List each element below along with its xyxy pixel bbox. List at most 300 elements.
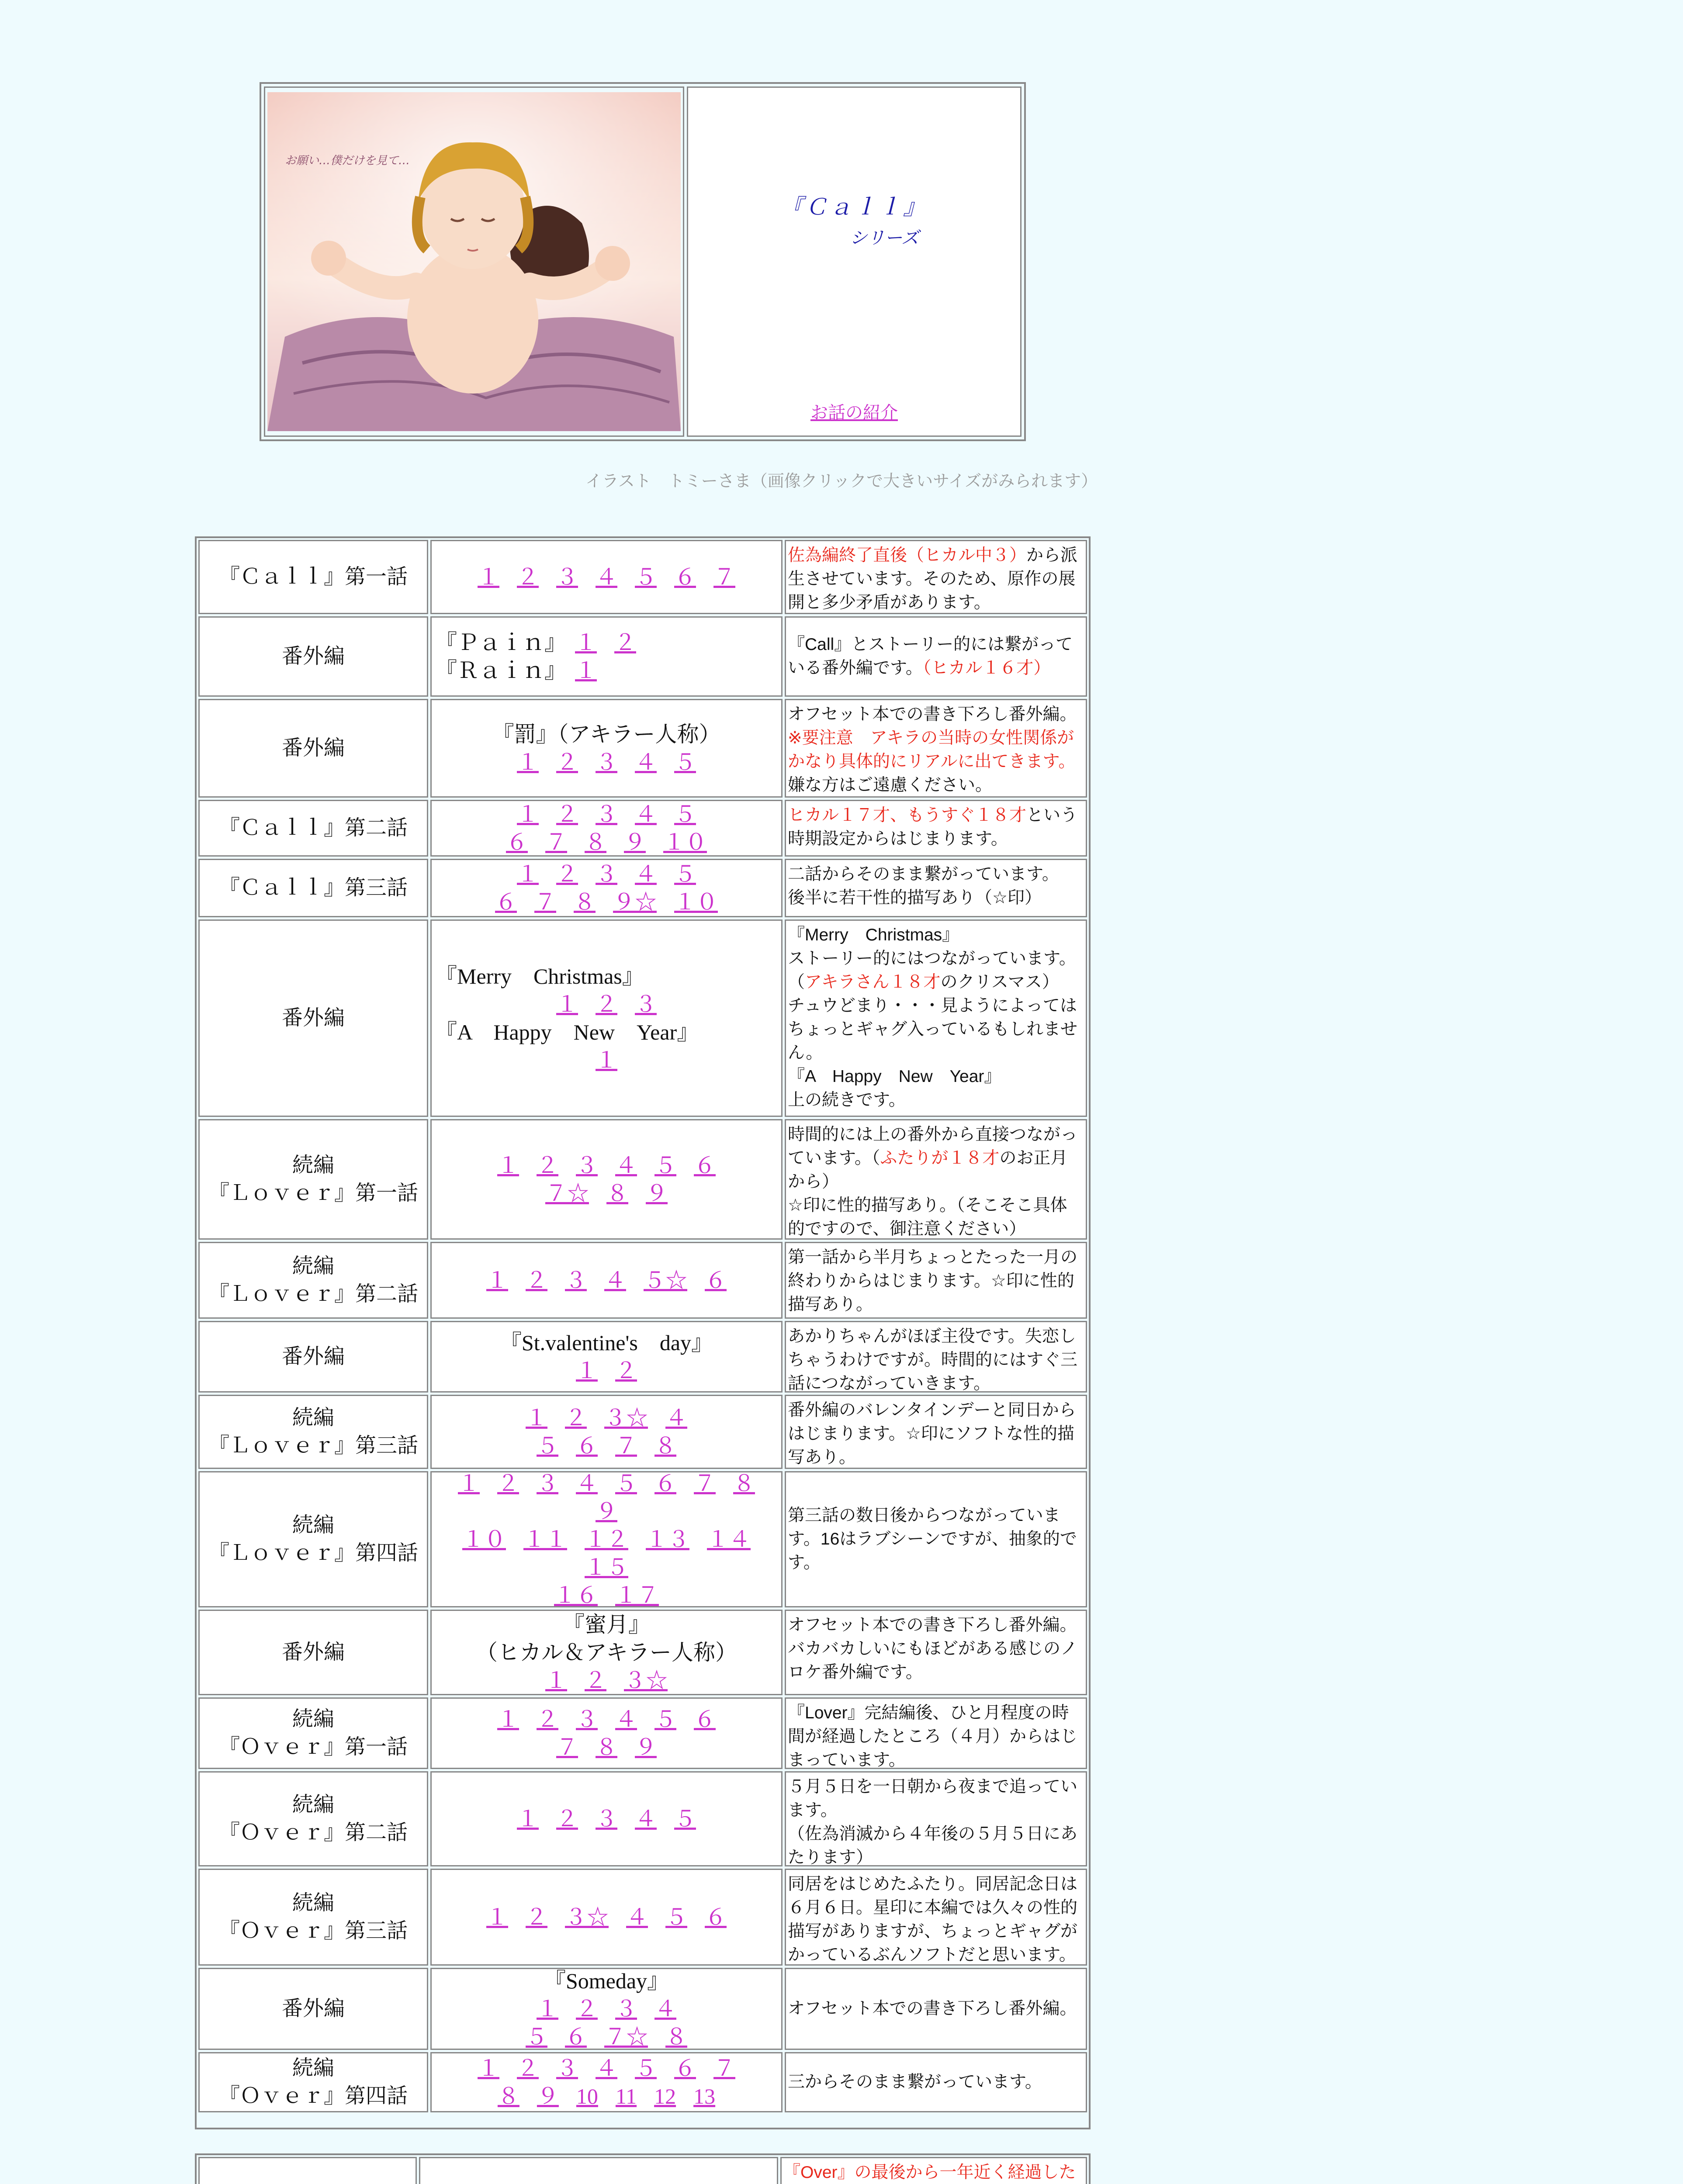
episode-link[interactable]: ４ <box>615 1153 637 1178</box>
episode-title-cell <box>198 1610 428 1695</box>
episode-title-cell <box>198 1771 428 1866</box>
description-line <box>788 726 1084 774</box>
episode-title: 『Ｌｏｖｅｒ』第二話 <box>208 1282 418 1306</box>
episode-link-line <box>545 1581 668 1607</box>
episode-link-line <box>435 1525 778 1581</box>
episode-links-cell <box>430 616 783 697</box>
episode-title-cell <box>198 616 428 697</box>
episode-link[interactable]: １ <box>497 1153 519 1178</box>
episode-title: 『Ｏｖｅｒ』第三話 <box>218 1919 408 1942</box>
episode-table-2 <box>195 2153 1091 2184</box>
episode-links-cell <box>430 1697 783 1769</box>
episode-link[interactable]: ７ <box>713 565 735 589</box>
episode-link[interactable]: ２ <box>526 1905 547 1929</box>
episode-link[interactable]: ４ <box>635 1807 657 1831</box>
episode-title-cell <box>198 1242 428 1319</box>
episode-row <box>198 1471 1087 1607</box>
episode-description-cell <box>785 800 1087 857</box>
episode-description-cell <box>785 1321 1087 1393</box>
episode-link-line <box>489 2082 724 2110</box>
episode-link[interactable]: １６ <box>554 1583 598 1607</box>
episode-link-line <box>567 1357 646 1385</box>
episode-link[interactable]: ４ <box>596 565 617 589</box>
episode-title: 『Ｌｏｖｅｒ』第四話 <box>208 1541 418 1565</box>
episode-title: 番外編 <box>281 1345 345 1368</box>
episode-title: 続編 <box>292 1406 334 1429</box>
episode-link[interactable]: ５ <box>674 1807 696 1831</box>
episode-title-cell <box>198 859 428 917</box>
episode-row <box>198 1869 1087 1966</box>
episode-link[interactable]: ４ <box>635 862 657 886</box>
episode-link[interactable]: ５ <box>635 2056 657 2080</box>
episode-link[interactable]: ５ <box>674 802 696 826</box>
episode-link[interactable]: ４ <box>596 2056 617 2080</box>
episode-link[interactable]: ７ <box>713 2056 735 2080</box>
description-line <box>788 1399 1084 1469</box>
episode-link[interactable]: ２ <box>517 2056 539 2080</box>
description-line <box>788 1504 1084 1575</box>
episode-link[interactable]: ６ <box>576 1434 598 1458</box>
episode-subtitle-line <box>435 990 778 1018</box>
episode-title-cell <box>198 1471 428 1607</box>
episode-link[interactable]: ４ <box>626 1905 648 1929</box>
episode-link[interactable]: ９☆ <box>613 890 657 914</box>
episode-link[interactable]: ５ <box>537 1434 558 1458</box>
series-title: 『Ｃａｌｌ』 <box>781 195 928 219</box>
episode-link[interactable]: １ <box>478 565 499 589</box>
episode-description-cell <box>785 1968 1087 2050</box>
description-line <box>788 947 1084 971</box>
episode-link[interactable]: ３ <box>596 750 617 774</box>
episode-link[interactable]: ８ <box>733 1471 755 1496</box>
episode-link[interactable]: ２ <box>517 565 539 589</box>
description-line <box>788 1123 1084 1194</box>
episode-link[interactable]: ６ <box>694 1707 716 1731</box>
episode-link[interactable]: ８ <box>585 830 606 854</box>
episode-description-cell <box>785 1697 1087 1769</box>
episode-description-cell <box>785 1395 1087 1469</box>
episode-link-line <box>469 2054 744 2082</box>
episode-link[interactable]: ５ <box>654 1707 676 1731</box>
episode-link-line <box>508 1805 705 1833</box>
episode-title-cell <box>198 699 428 798</box>
episode-title: 『Ｌｏｖｅｒ』第三話 <box>208 1434 418 1457</box>
episode-link[interactable]: ６ <box>674 565 696 589</box>
episode-link-line <box>508 800 705 828</box>
episode-link-line <box>528 1995 685 2023</box>
episode-link[interactable]: ８ <box>665 2025 687 2049</box>
episode-subtitle: 『Someday』 <box>544 1969 669 1993</box>
description-text: チュウどまり・・・見ようによってはちょっとギャグ入っているもしれません。 <box>788 996 1078 1062</box>
episode-link-line <box>528 1432 685 1460</box>
episode-link[interactable]: ２ <box>556 802 578 826</box>
episode-link[interactable]: ８ <box>574 890 596 914</box>
episode-title: 『Ｌｏｖｅｒ』第一話 <box>208 1182 418 1205</box>
description-text: 『Over』の最後から一年近く経過した <box>783 2163 1076 2182</box>
episode-title: 『Ｏｖｅｒ』第四話 <box>218 2084 408 2108</box>
episode-link[interactable]: ５ <box>635 565 657 589</box>
description-line <box>788 703 1084 726</box>
description-text: という時期設定からはじまります。 <box>788 806 1078 848</box>
description-text: （佐為消滅から４年後の５月５日にあたります） <box>788 1825 1078 1866</box>
episode-row <box>198 2157 1087 2184</box>
description-text: 二話からそのまま繋がっています。 <box>788 865 1059 884</box>
episode-subtitle: 『A Happy New Year』 <box>435 1020 699 1044</box>
episode-title-cell <box>198 800 428 857</box>
description-line <box>783 2161 1084 2184</box>
episode-subtitle: 『罰』（アキラー人称） <box>492 722 721 746</box>
episode-title: 『Ｃａｌｌ』第一話 <box>218 565 408 588</box>
episode-link[interactable]: １３ <box>646 1527 689 1552</box>
episode-link[interactable]: ５ <box>665 1905 687 1929</box>
episode-link[interactable]: ８ <box>497 2084 519 2108</box>
episode-link[interactable]: ３ <box>537 1471 558 1496</box>
episode-link[interactable]: １ <box>458 1471 480 1496</box>
description-text: ☆印に性的描写あり。（そこそこ具体的ですので、御注意ください） <box>788 1196 1067 1238</box>
episode-link[interactable]: １ <box>517 1807 539 1831</box>
description-text: 番外編のバレンタインデーと同日からはじまります。☆印にソフトな性的描写あり。 <box>788 1401 1076 1467</box>
episode-title-cell <box>198 2157 417 2184</box>
description-text: （ヒカル１６才） <box>922 659 1051 677</box>
episode-link[interactable]: １ <box>526 1406 547 1430</box>
episode-row <box>198 1610 1087 1695</box>
episode-link[interactable]: １ <box>575 658 597 683</box>
episode-link[interactable]: ９ <box>635 1735 657 1759</box>
episode-subtitle: （ヒカル＆アキラー人称） <box>476 1640 737 1665</box>
episode-link[interactable]: ２ <box>614 630 636 655</box>
episode-link[interactable]: ２ <box>537 1153 558 1178</box>
episode-link-line <box>517 2023 696 2050</box>
episode-link[interactable]: １ <box>517 802 539 826</box>
episode-title-cell <box>198 1869 428 1966</box>
episode-link[interactable]: ６ <box>705 1268 727 1292</box>
episode-links-cell <box>430 1321 783 1393</box>
episode-link[interactable]: 12 <box>654 2084 676 2108</box>
episode-subtitle-line <box>435 657 778 684</box>
description-text: 同居をはじめたふたり。同居記念日は６月６日。星印に本編では久々の性的描写がありますが、ちょっとギャグがかっているぶんソフトだと思います。 <box>788 1875 1078 1964</box>
episode-row <box>198 859 1087 917</box>
episode-title: 続編 <box>292 1514 334 1537</box>
episode-link[interactable]: １ <box>556 992 578 1016</box>
episode-link[interactable]: ３ <box>596 802 617 826</box>
episode-title: 『Ｏｖｅｒ』第二話 <box>218 1821 408 1844</box>
description-text: のクリスマス） <box>940 973 1059 992</box>
description-line <box>788 1822 1084 1866</box>
episode-title: 続編 <box>292 2056 334 2080</box>
episode-row <box>198 1321 1087 1393</box>
description-line <box>788 994 1084 1065</box>
episode-title: 続編 <box>292 1707 334 1731</box>
episode-row <box>198 1771 1087 1866</box>
episode-link[interactable]: ７ <box>556 1735 578 1759</box>
episode-link[interactable]: ７ <box>534 890 556 914</box>
episode-link[interactable]: １ <box>576 1358 598 1383</box>
episode-row <box>198 1242 1087 1319</box>
description-text: 『Merry Christmas』 <box>788 926 959 944</box>
episode-link[interactable]: １ <box>545 1668 567 1693</box>
description-line <box>788 886 1084 910</box>
episode-description-cell <box>785 919 1087 1117</box>
episode-link[interactable]: １０ <box>462 1527 506 1552</box>
episode-links-cell <box>430 540 783 614</box>
episode-description-cell <box>780 2157 1087 2184</box>
episode-title: 続編 <box>292 1891 334 1914</box>
episode-link[interactable]: ５ <box>674 862 696 886</box>
episode-link[interactable]: ４ <box>604 1268 626 1292</box>
description-line <box>788 1065 1084 1089</box>
episode-link[interactable]: １７ <box>615 1583 659 1607</box>
description-text: ※要注意 アキラの当時の女性関係がかなり具体的にリアルに出てきます。 <box>788 729 1076 771</box>
illustration-credit: イラスト トミーさま（画像クリックで大きいサイズがみられます） <box>585 472 1098 491</box>
episode-link-line <box>517 1404 696 1432</box>
episode-link[interactable]: ９ <box>624 830 646 854</box>
episode-links-cell <box>419 2157 778 2184</box>
episode-link[interactable]: １ <box>537 1997 558 2021</box>
description-text: 嫌な方はご遠慮ください。 <box>788 776 993 795</box>
episode-link-line <box>547 1733 665 1761</box>
episode-link[interactable]: ６ <box>674 2056 696 2080</box>
episode-link[interactable]: ６ <box>705 1905 727 1929</box>
episode-link[interactable]: ６ <box>495 890 517 914</box>
episode-links-cell <box>430 699 783 798</box>
episode-row <box>198 919 1087 1117</box>
episode-link[interactable]: ５☆ <box>644 1268 687 1292</box>
episode-links-cell <box>430 1471 783 1607</box>
episode-description-cell <box>785 540 1087 614</box>
episode-link[interactable]: ５ <box>615 1471 637 1496</box>
episode-link[interactable]: ７ <box>615 1434 637 1458</box>
description-text: あかりちゃんがほぼ主役です。失恋しちゃうわけですが。時間的にはすぐ三話につながっていきます。 <box>788 1327 1078 1393</box>
episode-title: 『Ｃａｌｌ』第三話 <box>218 876 408 899</box>
episode-link[interactable]: １ <box>478 2056 499 2080</box>
description-line <box>788 1775 1084 1822</box>
description-text: 第三話の数日後からつながっています。16はラブシーンですが、抽象的です。 <box>788 1506 1077 1572</box>
episode-link[interactable]: １ <box>575 630 597 655</box>
episode-subtitle-line <box>435 1018 778 1046</box>
episode-link-line <box>537 1666 676 1694</box>
episode-title: 番外編 <box>281 736 345 760</box>
intro-link[interactable]: お話の紹介 <box>810 403 898 422</box>
episode-row <box>198 1697 1087 1769</box>
episode-link[interactable]: １ <box>517 750 539 774</box>
illustration-caption: お願い…僕だけを見て… <box>285 154 410 167</box>
episode-link[interactable]: ７ <box>545 830 567 854</box>
episode-description-cell <box>785 1771 1087 1866</box>
episode-link[interactable]: 11 <box>615 2084 637 2108</box>
episode-link[interactable]: ３ <box>596 1807 617 1831</box>
episode-title: 番外編 <box>281 1641 345 1664</box>
episode-link[interactable]: ４ <box>615 1707 637 1731</box>
episode-link-line <box>486 888 727 916</box>
episode-link[interactable]: ８ <box>606 1181 628 1206</box>
episode-link[interactable]: ３ <box>556 565 578 589</box>
description-text: 第一話から半月ちょっとたった一月の終わりからはじまります。☆印に性的描写あり。 <box>788 1248 1078 1314</box>
episode-title: 番外編 <box>281 1006 345 1030</box>
episode-title-cell <box>198 919 428 1117</box>
episode-link[interactable]: ６ <box>565 2025 587 2049</box>
episode-link[interactable]: ２ <box>556 750 578 774</box>
episode-description-cell <box>785 1869 1087 1966</box>
episode-title-cell <box>198 1321 428 1393</box>
episode-title: 『Ｏｖｅｒ』第一話 <box>218 1735 408 1759</box>
episode-link[interactable]: ２ <box>537 1707 558 1731</box>
episode-subtitle: 『Merry Christmas』 <box>435 964 644 988</box>
description-text: 『A Happy New Year』 <box>788 1067 1001 1086</box>
illustration-cell[interactable] <box>264 86 684 437</box>
episode-subtitle: 『Ｒａｉｎ』 <box>435 658 566 683</box>
episode-link[interactable]: １ <box>497 1707 519 1731</box>
episode-link[interactable]: ８ <box>654 1434 676 1458</box>
episode-link[interactable]: ４ <box>635 802 657 826</box>
episode-link[interactable]: ４ <box>635 750 657 774</box>
episode-link-line <box>478 1903 735 1931</box>
episode-link[interactable]: ３☆ <box>565 1905 609 1929</box>
episode-title-cell <box>198 1697 428 1769</box>
episode-link[interactable]: １ <box>486 1905 508 1929</box>
episode-link[interactable]: ２ <box>556 1807 578 1831</box>
episode-link[interactable]: 10 <box>576 2084 598 2108</box>
episode-table-1 <box>195 536 1091 2129</box>
episode-link[interactable]: ６ <box>654 1471 676 1496</box>
header-table <box>260 82 1026 441</box>
episode-link-line <box>537 1179 676 1207</box>
episode-row <box>198 1395 1087 1469</box>
description-line <box>788 923 1084 947</box>
description-text: オフセット本での書き下ろし番外編。バカバカしいにもほどがある感じのノロケ番外編です。 <box>788 1616 1078 1682</box>
episode-link[interactable]: ９ <box>646 1181 668 1206</box>
episode-link[interactable]: １ <box>486 1268 508 1292</box>
episode-link[interactable]: ４ <box>665 1406 687 1430</box>
episode-link[interactable]: １０ <box>663 830 707 854</box>
episode-description-cell <box>785 859 1087 917</box>
episode-link[interactable]: １ <box>596 1048 617 1072</box>
episode-row <box>198 616 1087 697</box>
episode-link[interactable]: ８ <box>596 1735 617 1759</box>
episode-row <box>198 699 1087 798</box>
episode-link[interactable]: 13 <box>693 2084 716 2108</box>
episode-link[interactable]: ２ <box>556 862 578 886</box>
episode-link[interactable]: ４ <box>654 1997 676 2021</box>
description-line <box>788 1246 1084 1317</box>
episode-title-cell <box>198 540 428 614</box>
episode-links-cell <box>430 1119 783 1240</box>
episode-link[interactable]: ２ <box>576 1997 598 2021</box>
description-line <box>788 544 1084 614</box>
episode-link[interactable]: ３ <box>556 2056 578 2080</box>
episode-links-cell <box>430 859 783 917</box>
description-line <box>788 633 1084 680</box>
description-line <box>788 2070 1084 2094</box>
episode-link[interactable]: ５ <box>654 1153 676 1178</box>
description-line <box>788 774 1084 797</box>
episode-link[interactable]: ２ <box>615 1358 637 1383</box>
episode-link[interactable]: ９ <box>537 2084 559 2108</box>
episode-link[interactable]: ３ <box>576 1153 598 1178</box>
episode-links-cell <box>430 1771 783 1866</box>
description-line <box>788 1701 1084 1769</box>
episode-link[interactable]: ２ <box>565 1406 587 1430</box>
description-text: 三からそのまま繋がっています。 <box>788 2073 1042 2091</box>
episode-link[interactable]: ２ <box>526 1268 547 1292</box>
description-line <box>788 1873 1084 1966</box>
description-line <box>788 1089 1084 1112</box>
episode-link[interactable]: ３☆ <box>624 1668 668 1693</box>
episode-subtitle: 『St.valentine's day』 <box>499 1330 713 1355</box>
description-line <box>788 804 1084 851</box>
episode-link-line <box>478 1266 735 1294</box>
episode-link[interactable]: ７☆ <box>604 2025 648 2049</box>
episode-description-cell <box>785 1471 1087 1607</box>
description-line <box>788 1614 1084 1684</box>
series-subtitle: シリーズ <box>850 228 919 248</box>
episode-link[interactable]: ３ <box>596 862 617 886</box>
episode-title-cell <box>198 1119 428 1240</box>
episode-link[interactable]: ７ <box>694 1471 716 1496</box>
title-cell <box>687 86 1022 437</box>
episode-link[interactable]: １ <box>517 862 539 886</box>
episode-link[interactable]: ３ <box>565 1268 587 1292</box>
description-text: アキラさん１８才 <box>805 973 941 992</box>
description-line <box>788 971 1084 994</box>
episode-link[interactable]: ３ <box>635 992 657 1016</box>
episode-link-line <box>497 828 716 856</box>
description-text: オフセット本での書き下ろし番外編。 <box>788 1999 1077 2018</box>
episode-title: 続編 <box>292 1793 334 1816</box>
episode-subtitle: 『蜜月』 <box>563 1612 650 1637</box>
episode-link[interactable]: ３ <box>615 1997 637 2021</box>
episode-link[interactable]: １１ <box>523 1527 567 1552</box>
description-text: 上の続きです。 <box>788 1091 906 1109</box>
episode-link[interactable]: ２ <box>585 1668 606 1693</box>
episode-link[interactable]: ２ <box>497 1471 519 1496</box>
illustration-image[interactable] <box>267 92 681 431</box>
episode-subtitle-line <box>435 1046 778 1074</box>
episode-links-cell <box>430 919 783 1117</box>
description-text: 『Lover』完結編後、ひと月程度の時間が経過したところ（４月）からはじまっています。 <box>788 1704 1078 1769</box>
episode-subtitle: 『Ｐａｉｎ』 <box>435 630 566 655</box>
description-text: （ <box>788 973 805 992</box>
episode-link[interactable]: ６ <box>694 1153 716 1178</box>
episode-description-cell <box>785 1610 1087 1695</box>
episode-links-cell <box>430 1395 783 1469</box>
episode-links-cell <box>430 2052 783 2112</box>
episode-link-line <box>508 748 705 776</box>
episode-link[interactable]: １２ <box>585 1527 628 1552</box>
episode-link[interactable]: ４ <box>576 1471 598 1496</box>
episode-link[interactable]: ５ <box>674 750 696 774</box>
episode-link[interactable]: １５ <box>585 1555 628 1579</box>
episode-description-cell <box>785 699 1087 798</box>
episode-title: 続編 <box>292 1154 334 1177</box>
episode-link[interactable]: ９ <box>596 1499 617 1524</box>
episode-subtitle-line <box>435 962 778 990</box>
episode-links-cell <box>430 1869 783 1966</box>
episode-link[interactable]: １０ <box>674 890 718 914</box>
description-text: 時間的には上の番外から直接つながっています。（ <box>788 1125 1078 1168</box>
description-line <box>788 1997 1084 2021</box>
episode-title: 番外編 <box>281 645 345 668</box>
episode-link-line <box>435 1471 778 1525</box>
episode-link[interactable]: ７☆ <box>545 1181 589 1206</box>
episode-link[interactable]: ２ <box>596 992 617 1016</box>
episode-link[interactable]: ３☆ <box>604 1406 648 1430</box>
episode-link[interactable]: １４ <box>707 1527 751 1552</box>
episode-link[interactable]: ３ <box>576 1707 598 1731</box>
episode-link-line <box>469 563 744 591</box>
episode-link[interactable]: ６ <box>506 830 528 854</box>
episode-title: 番外編 <box>281 1997 345 2020</box>
episode-link[interactable]: ５ <box>526 2025 547 2049</box>
